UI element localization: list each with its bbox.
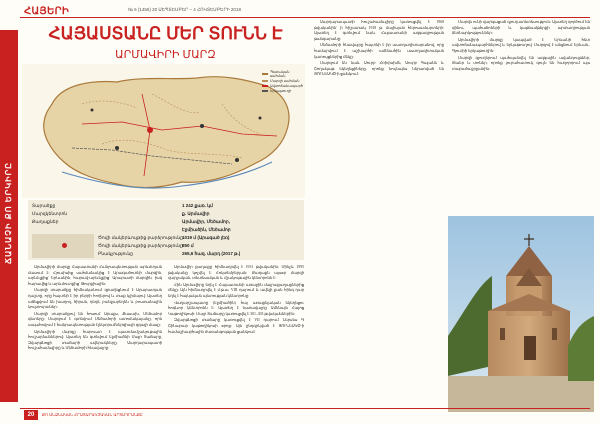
- region-map: [22, 64, 305, 198]
- info-row: Բնակչությունը 265,6 հազ. մարդ (2017 թ.): [98, 251, 241, 256]
- footer-text: ՔՈ ԱՆՁՆԱԿԱՆ ՀՐԱՏԱՐԱԿՉԱԿԱՆ ԱՐՏԱԴՐԱՆՔԸ: [42, 412, 143, 417]
- text-column-2: Արմավիր քաղաքը հիմնադրվել է 1931 թվականին: Մինչև 1995 թվականը կոչվել է Հոկտեմբերյան: Քաղաքն այսօր մարզի վարչական, տնտեսական և մշակութային կենտրոնն է: Հին Արմավիրը եղել է Հայաստանի առաջին մայրաքաղաքներից մեկը: Այն հիմնադրվել է մ.թ.ա. VIII դարում և ավելի քան հինգ դար եղել է հայկական պետության կենտրոնը: Վաղարշապատը (Էջմիածին) հայ առաքելական եկեղեցու հոգևոր կենտրոնն է: Այստեղ է նստավայրը Ամենայն Հայոց Կաթողիկոսի: Մայր Տաճարը կառուցվել է 301–303 թվականներին: Զվարթնոցի տաճարը կառուցվել է VII դարում Ներսես Գ Շինարար կաթողիկոսի օրոք: Այն ընդգրկված է ՅՈՒՆԵՍԿՕ-ի համաշխարհային ժառանգության ցանկում:: [168, 265, 304, 334]
- church-photo: [448, 216, 594, 412]
- info-row: Ծովի մակերևույթից բարձրությունը 850 մ: [98, 243, 194, 248]
- info-row: Տարածքը 1 242 քառ. կմ: [32, 203, 213, 208]
- masthead-issue: № 6 (1456) 20 ՍԵՊՏԵՄԲԵՐ – 4 ՀՈԿՏԵՄԲԵՐԻ 2018: [128, 7, 241, 12]
- locator-dot: [62, 243, 67, 248]
- text-column-3: Սարդարապատի հուշահամալիրը կառուցվել է 1968 թվականին՝ ի հիշատակ 1918 թ. մայիսյան հերոսամարտերի: Այստեղ է գտնվում նաև Հայաստանի ազգագրության թանգարանը: Մեծամորի հնավայրը հայտնի է իր աստղադիտարանով, որը համարվում է աշխարհի ամենահին աստղագիտական կառույցներից մեկը: Մարզում են նաև Սուրբ Հռիփսիմե, Սուրբ Գայանե և Շողակաթ եկեղեցիները, որոնք նույնպես ներառված են ՅՈՒՆԵՍԿՕ-ի ցանկում:: [314, 20, 444, 77]
- side-vertical-text: ՃԱՆԱՉԻ ՔՈ ԵՐԿԻՐԸ: [4, 162, 13, 265]
- legend-item: Երկաթուղի: [262, 89, 305, 93]
- article-title: ՀԱՅԱՍՏԱՆԸ ՄԵՐ ՏՈՒՆՆ Է: [48, 24, 283, 43]
- info-row: Քաղաքներ Արմավիր, Մեծամոր,: [32, 219, 230, 224]
- info-row: Ծովի մակերևույթից բարձրությունը 1019 մ (Արագած լեռ): [98, 235, 230, 240]
- info-row: Մարզկենտրոն ք. Արմավիր: [32, 211, 210, 216]
- footer-rule: [20, 408, 590, 409]
- legend-item: Պետական սահման: [262, 70, 305, 78]
- page-number: 20: [24, 410, 38, 420]
- map-legend: [262, 70, 305, 94]
- text-column-4: Մարզն ունի զարգացած գյուղատնտեսություն: Այստեղ գործում են գինու, պահածոների և կաթնամթերքի արտադրության ձեռնարկություններ: Արմավիրի մարզը կապված է Երևանի հետ ավտոճանապարհներով և երկաթուղով: Մարզով է անցնում Երևան–Գյումրի երկաթուղին: Մարզի գյուղերում պահպանվել են ազգային ավանդույթներ, ծեսեր և տոներ, որոնք յուրահատուկ գույն են հաղորդում այս տարածաշրջանին:: [452, 20, 590, 71]
- info-box: [28, 200, 304, 260]
- masthead-rule: [20, 17, 590, 18]
- masthead-logo: ՀԱՅԵՐԻ: [24, 6, 70, 17]
- legend-item: Մարզի սահման: [262, 79, 305, 83]
- legend-item: Ավտոճանապարհ: [262, 84, 305, 88]
- article-subtitle: ԱՐՄԱՎԻՐԻ ՄԱՐԶ: [115, 49, 216, 61]
- text-column-1: Արմավիրի մարզը Հայաստանի Հանրապետության արևմտյան մասում է: Հյուսիսից սահմանակից է Արագածոտնի մարզին, արևելքից՝ Երևանին, հարավ-արևելքից՝ Արարատի մարզին, իսկ հարավից և արևմուտքից՝ Թուրքիային: Մարզի տարածքը հիմնականում զբաղեցնում է Արարատյան դաշտը, որը հայտնի է իր բերրի հողերով և տաք կլիմայով: Այստեղ աճեցվում են խաղող, ծիրան, դեղձ, բանջարեղեն և բոստանային կուլտուրաներ: Մարզի տարածքով են հոսում Արաքս, Քասախ, Մեծամոր գետերը: Մարզում է գտնվում Մեծամորի ատոմակայանը, որն ապահովում է հանրապետության էլեկտրաէներգիայի զգալի մասը: Արմավիրի մարզը հարուստ է պատմամշակութային հուշարձաններով: Այստեղ են գտնվում Էջմիածնի Մայր Տաճարը, Զվարթնոցի տաճարի ավերակները, Սարդարապատի հուշահամալիրը և Մեծամորի հնավայրը:: [28, 265, 162, 351]
- locator-map: [32, 234, 94, 258]
- info-row: Էջմիածին, Մեծամոր: [182, 227, 231, 232]
